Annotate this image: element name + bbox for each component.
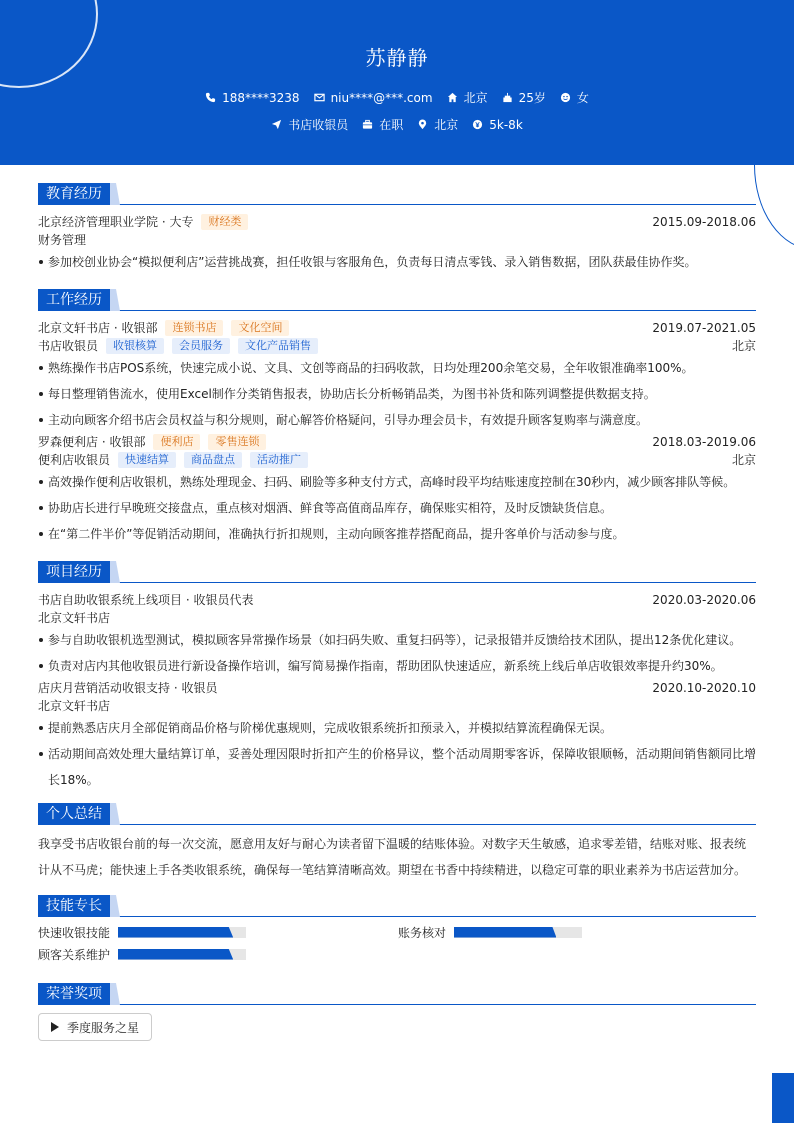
job-bullet: 协助店长进行早晚班交接盘点，重点核对烟酒、鲜食等高值商品库存，确保账实相符，及时反馈缺货信息。 xyxy=(38,495,756,521)
skill-fill xyxy=(118,927,233,938)
company-tag: 文化空间 xyxy=(231,320,289,336)
section-title: 工作经历 xyxy=(38,289,110,311)
award-item xyxy=(38,1013,152,1041)
school-name: 北京经济管理职业学院 · 大专 xyxy=(38,215,194,229)
job-city: 北京 xyxy=(731,339,756,353)
email-info xyxy=(314,89,433,106)
job-bullet: 每日整理销售流水，使用Excel制作分类销售报表，协助店长分析畅销品类，为图书补货和陈列调整提供数据支持。 xyxy=(38,381,756,407)
resume-header xyxy=(0,0,794,165)
section-header xyxy=(38,895,756,917)
section-header xyxy=(38,803,756,825)
skills-grid xyxy=(38,923,756,963)
skills-section xyxy=(38,895,756,963)
city-info xyxy=(417,116,458,133)
role-tag: 快速结算 xyxy=(118,452,176,468)
skill-item xyxy=(398,923,756,941)
company-name: 罗森便利店 · 收银部 xyxy=(38,435,146,449)
cake-icon xyxy=(502,92,513,103)
job-role: 书店收银员 xyxy=(38,339,99,353)
job-role-row xyxy=(38,451,756,469)
section-title: 荣誉奖项 xyxy=(38,983,110,1005)
job-date: 2019.07-2021.05 xyxy=(652,321,756,335)
send-icon xyxy=(271,119,282,130)
company-tag: 便利店 xyxy=(153,434,200,450)
company-name: 北京文轩书店 · 收银部 xyxy=(38,321,158,335)
summary-section xyxy=(38,803,756,883)
education-entry-header xyxy=(38,213,756,231)
skill-name: 顾客关系维护 xyxy=(38,947,111,962)
section-header xyxy=(38,183,756,205)
section-title: 技能专长 xyxy=(38,895,110,917)
section-header xyxy=(38,289,756,311)
job-header xyxy=(38,319,756,337)
skill-item xyxy=(38,945,398,963)
candidate-name: 苏静静 xyxy=(365,46,429,70)
project-date: 2020.10-2020.10 xyxy=(652,681,756,695)
gender-icon xyxy=(560,92,571,103)
section-header xyxy=(38,983,756,1005)
project-header xyxy=(38,679,756,697)
skill-bar xyxy=(118,927,246,938)
phone-icon xyxy=(205,92,216,103)
decorative-corner-block xyxy=(772,1073,794,1123)
project-bullet: 提前熟悉店庆月全部促销商品价格与阶梯优惠规则，完成收银系统折扣预录入，并模拟结算流程确保无误。 xyxy=(38,715,756,741)
location-icon xyxy=(417,119,428,130)
mail-icon xyxy=(314,92,325,103)
gender-info xyxy=(560,89,589,106)
job-intent-row xyxy=(0,116,794,133)
gender-text: 女 xyxy=(576,91,589,105)
home-text: 北京 xyxy=(463,91,488,105)
triangle-right-icon xyxy=(51,1022,59,1032)
project-bullet: 参与自助收银机选型测试，模拟顾客异常操作场景（如扫码失败、重复扫码等），记录报错并反馈给技术团队，提出12条优化建议。 xyxy=(38,627,756,653)
section-title: 项目经历 xyxy=(38,561,110,583)
section-header xyxy=(38,561,756,583)
education-date: 2015.09-2018.06 xyxy=(652,215,756,229)
skill-bar xyxy=(454,927,582,938)
age-text: 25岁 xyxy=(518,91,546,105)
school-tag: 财经类 xyxy=(201,214,248,230)
role-tag: 收银核算 xyxy=(106,338,164,354)
section-title: 个人总结 xyxy=(38,803,110,825)
skill-fill xyxy=(454,927,556,938)
skill-name: 快速收银技能 xyxy=(38,925,111,940)
job-header xyxy=(38,433,756,451)
education-bullet: 参加校创业协会“模拟便利店”运营挑战赛，担任收银与客服角色，负责每日清点零钱、录入销售数据，团队获最佳协作奖。 xyxy=(38,249,756,275)
project-org: 北京文轩书店 xyxy=(38,699,111,713)
skill-bar xyxy=(118,949,246,960)
work-section xyxy=(38,289,756,547)
money-icon xyxy=(472,119,483,130)
education-section xyxy=(38,183,756,275)
project-name: 书店自助收银系统上线项目 · 收银员代表 xyxy=(38,593,254,607)
role-tag: 活动推广 xyxy=(250,452,308,468)
project-bullet: 负责对店内其他收银员进行新设备操作培训，编写简易操作指南，帮助团队快速适应，新系统上线后单店收银效率提升约30%。 xyxy=(38,653,756,679)
project-header xyxy=(38,591,756,609)
role-tag: 会员服务 xyxy=(172,338,230,354)
role-tag: 商品盘点 xyxy=(184,452,242,468)
job-role: 便利店收银员 xyxy=(38,453,111,467)
age-info xyxy=(502,89,546,106)
contact-row xyxy=(0,89,794,106)
awards-section xyxy=(38,983,756,1041)
project-name: 店庆月营销活动收银支持 · 收银员 xyxy=(38,681,218,695)
phone-text: 188****3238 xyxy=(222,90,300,105)
role-tag: 文化产品销售 xyxy=(238,338,318,354)
email-text: niu****@***.com xyxy=(330,90,433,105)
home-icon xyxy=(447,92,458,103)
job-bullet: 熟练操作书店POS系统，快速完成小说、文具、文创等商品的扫码收款，日均处理200余笔交易，全年收银准确率100%。 xyxy=(38,355,756,381)
job-role-row xyxy=(38,337,756,355)
project-date: 2020.03-2020.06 xyxy=(652,593,756,607)
job-bullet: 主动向顾客介绍书店会员权益与积分规则，耐心解答价格疑问，引导办理会员卡，有效提升顾客复购率与满意度。 xyxy=(38,407,756,433)
job-date: 2018.03-2019.06 xyxy=(652,435,756,449)
status-text: 在职 xyxy=(379,118,404,132)
status-info xyxy=(362,116,403,133)
company-tag: 连锁书店 xyxy=(165,320,223,336)
project-org: 北京文轩书店 xyxy=(38,611,111,625)
major: 财务管理 xyxy=(38,233,87,247)
salary-text: 5k-8k xyxy=(489,117,523,132)
job-bullet: 在“第二件半价”等促销活动期间，准确执行折扣规则，主动向顾客推荐搭配商品，提升客单价与活动参与度。 xyxy=(38,521,756,547)
salary-info xyxy=(472,116,523,133)
summary-text: 我享受书店收银台前的每一次交流，愿意用友好与耐心为读者留下温暖的结账体验。对数字天生敏感，追求零差错，结账对账、报表统计从不马虎；能快速上手各类收银系统，确保每一笔结算清晰高效。期望在书香中持续精进，以稳定可靠的职业素养为书店运营加分。 xyxy=(38,837,747,877)
home-info xyxy=(447,89,488,106)
company-tag: 零售连锁 xyxy=(208,434,266,450)
job-bullet: 高效操作便利店收银机，熟练处理现金、扫码、刷脸等多种支付方式，高峰时段平均结账速度控制在30秒内，减少顾客排队等候。 xyxy=(38,469,756,495)
skill-fill xyxy=(118,949,233,960)
skill-item xyxy=(38,923,398,941)
award-name: 季度服务之星 xyxy=(67,1020,140,1035)
position-text: 书店收银员 xyxy=(288,118,349,132)
phone-info xyxy=(205,89,299,106)
skill-name: 账务核对 xyxy=(398,925,447,940)
projects-section xyxy=(38,561,756,793)
position-info xyxy=(271,116,348,133)
job-city: 北京 xyxy=(731,453,756,467)
city-text: 北京 xyxy=(434,118,459,132)
section-title: 教育经历 xyxy=(38,183,110,205)
briefcase-icon xyxy=(362,119,373,130)
project-bullet: 活动期间高效处理大量结算订单，妥善处理因限时折扣产生的价格异议，整个活动周期零客诉，保障收银顺畅，活动期间销售额同比增长18%。 xyxy=(38,741,756,793)
